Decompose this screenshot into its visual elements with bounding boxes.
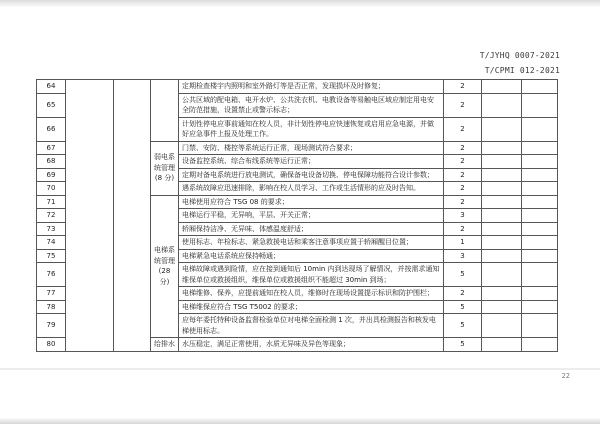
category-cell <box>151 80 179 142</box>
row-number-cell: 78 <box>37 300 66 314</box>
score-cell: 2 <box>444 222 482 236</box>
check-cell-2 <box>522 338 558 352</box>
check-cell-1 <box>482 236 522 250</box>
score-cell: 5 <box>444 300 482 314</box>
score-cell: 5 <box>444 338 482 352</box>
score-cell: 2 <box>444 117 482 141</box>
check-cell-1 <box>482 287 522 301</box>
check-cell-2 <box>522 141 558 155</box>
row-number-cell: 65 <box>37 93 66 117</box>
score-cell: 3 <box>444 249 482 263</box>
description-cell: 应每年委托特种设备监督检验单位对电梯全面检测 1 次，并出具检测报告和核发电梯使用标志。 <box>179 314 444 338</box>
check-cell-1 <box>482 249 522 263</box>
table-row <box>37 80 558 94</box>
check-cell-1 <box>482 300 522 314</box>
check-cell-2 <box>522 117 558 141</box>
check-cell-1 <box>482 182 522 196</box>
description-cell: 电梯使用应符合 TSG 08 的要求； <box>179 195 444 209</box>
row-number-cell: 64 <box>37 80 66 94</box>
score-cell: 5 <box>444 263 482 287</box>
scan-artifact-bottom <box>0 418 600 424</box>
check-cell-2 <box>522 182 558 196</box>
check-cell-1 <box>482 338 522 352</box>
margin-cell-1 <box>66 80 114 352</box>
score-cell: 2 <box>444 155 482 169</box>
description-cell: 电梯运行平稳，无异响，平层、开关正常； <box>179 209 444 223</box>
check-cell-2 <box>522 168 558 182</box>
row-number-cell: 69 <box>37 168 66 182</box>
row-number-cell: 75 <box>37 249 66 263</box>
check-cell-1 <box>482 263 522 287</box>
score-cell: 2 <box>444 287 482 301</box>
check-cell-1 <box>482 222 522 236</box>
check-cell-2 <box>522 80 558 94</box>
check-cell-2 <box>522 236 558 250</box>
check-cell-2 <box>522 300 558 314</box>
row-number-cell: 76 <box>37 263 66 287</box>
check-cell-1 <box>482 209 522 223</box>
description-cell: 门禁、安防、楼控等系统运行正常，现场测试符合要求； <box>179 141 444 155</box>
description-cell: 定期对备电系统进行放电测试，确保备电设备切换、停电保障功能符合设计参数； <box>179 168 444 182</box>
page-number: 22 <box>561 372 570 380</box>
check-cell-2 <box>522 222 558 236</box>
description-cell: 电梯紧急电话系统应保持畅通； <box>179 249 444 263</box>
standard-code-1: T/JYHQ 0007-2021 <box>479 51 560 60</box>
category-cell: 给排水 <box>151 338 179 352</box>
check-cell-1 <box>482 80 522 94</box>
description-cell: 公共区域的配电箱、电开水炉、公共洗衣机、电教设备等易触电区域应制定用电安全防范措施，设置禁止或警示标志； <box>179 93 444 117</box>
score-cell: 2 <box>444 141 482 155</box>
score-cell: 2 <box>444 182 482 196</box>
check-cell-2 <box>522 93 558 117</box>
description-cell: 轿厢保持洁净、无异味、体感温度舒适； <box>179 222 444 236</box>
row-number-cell: 71 <box>37 195 66 209</box>
description-cell: 水压稳定，满足正常使用，水质无异味及异色等现象； <box>179 338 444 352</box>
score-cell: 5 <box>444 314 482 338</box>
description-cell: 电梯维保应符合 TSG T5002 的要求； <box>179 300 444 314</box>
description-cell: 使用标志、年检标志、紧急救援电话和乘客注意事项应置于轿厢醒目位置； <box>179 236 444 250</box>
row-number-cell: 73 <box>37 222 66 236</box>
score-cell: 2 <box>444 168 482 182</box>
table-body <box>37 80 558 352</box>
check-cell-1 <box>482 195 522 209</box>
row-number-cell: 72 <box>37 209 66 223</box>
row-number-cell: 68 <box>37 155 66 169</box>
margin-cell-2 <box>114 80 151 352</box>
row-number-cell: 79 <box>37 314 66 338</box>
check-cell-2 <box>522 209 558 223</box>
check-cell-2 <box>522 263 558 287</box>
check-cell-2 <box>522 155 558 169</box>
check-cell-1 <box>482 141 522 155</box>
row-number-cell: 66 <box>37 117 66 141</box>
description-cell: 定期检查楼宇内照明和室外路灯等是否正常，发现损坏及时修复； <box>179 80 444 94</box>
category-cell: 电梯系统管理(28 分) <box>151 195 179 338</box>
description-cell: 设备监控系统、综合布线系统等运行正常； <box>179 155 444 169</box>
row-number-cell: 77 <box>37 287 66 301</box>
score-cell: 2 <box>444 80 482 94</box>
check-cell-1 <box>482 314 522 338</box>
row-number-cell: 80 <box>37 338 66 352</box>
description-cell: 计划性停电应事前通知在校人员，非计划性停电应快速恢复或启用应急电源，并做好应急事件上报及处理工作。 <box>179 117 444 141</box>
description-cell: 电梯故障或遇到险情，应在接到通知后 10min 内到达现场了解情况，并按需求通知维保单位或救援组织，维保单位或救援组织不能超过 30min 到场； <box>179 263 444 287</box>
check-cell-2 <box>522 314 558 338</box>
check-cell-1 <box>482 93 522 117</box>
check-cell-2 <box>522 195 558 209</box>
row-number-cell: 67 <box>37 141 66 155</box>
row-number-cell: 70 <box>37 182 66 196</box>
description-cell: 电梯维修、保养，应提前通知在校人员，维修时在现场设置提示标识和防护围栏； <box>179 287 444 301</box>
category-cell: 弱电系统管理(8 分) <box>151 141 179 195</box>
description-cell: 遇系统故障应迅速排除，影响在校人员学习、工作或生活情形的应及时告知。 <box>179 182 444 196</box>
scan-artifact-middle <box>0 368 600 370</box>
score-cell: 3 <box>444 209 482 223</box>
row-number-cell: 74 <box>37 236 66 250</box>
score-cell: 2 <box>444 195 482 209</box>
check-cell-1 <box>482 117 522 141</box>
check-cell-1 <box>482 168 522 182</box>
check-cell-1 <box>482 155 522 169</box>
check-cell-2 <box>522 287 558 301</box>
score-cell: 2 <box>444 93 482 117</box>
scan-artifact-top <box>0 0 600 7</box>
check-cell-2 <box>522 249 558 263</box>
standard-code-2: T/CPMI 012-2021 <box>484 66 560 75</box>
score-cell: 1 <box>444 236 482 250</box>
inspection-score-table <box>36 79 558 352</box>
